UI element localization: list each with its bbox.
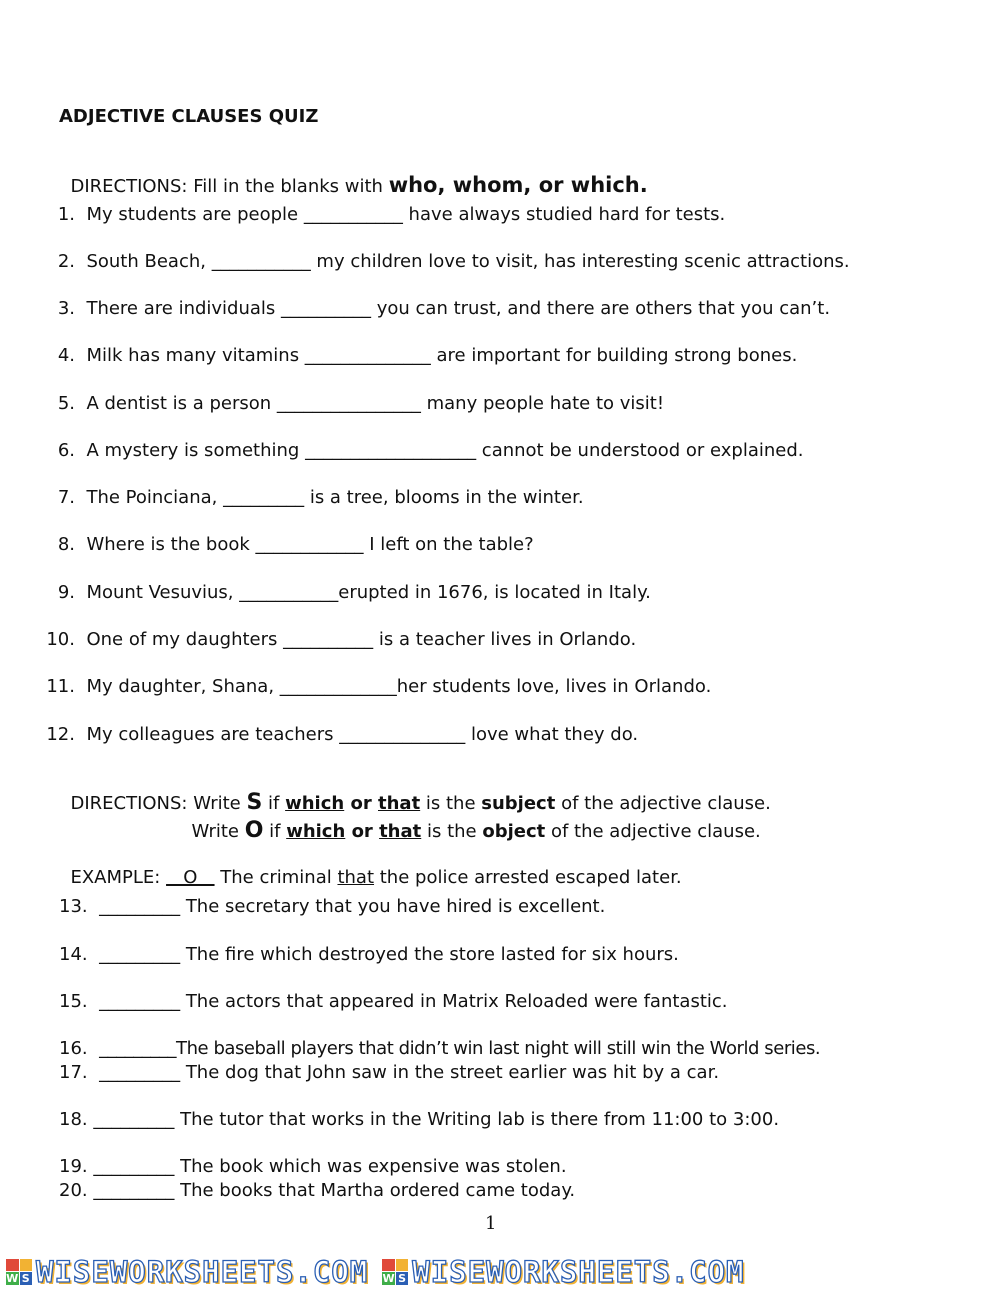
list-item (35, 678, 711, 696)
item-number: 18. (59, 1109, 88, 1130)
list-item (35, 253, 850, 271)
item-number: 16. (59, 1038, 88, 1059)
item-text: A mystery is something ___________________ cannot be understood or explained. (86, 440, 804, 461)
which-word: which (285, 793, 345, 814)
item-number: 15. (59, 991, 88, 1012)
page-number: 1 (485, 1213, 497, 1234)
example-label: EXAMPLE: (70, 867, 167, 888)
list-item (59, 1064, 719, 1082)
item-number: 19. (59, 1156, 88, 1177)
list-item (59, 1111, 779, 1129)
item-text: My daughter, Shana, _____________her students love, lives in Orlando. (86, 676, 712, 697)
item-text: Where is the book ____________ I left on the table? (86, 534, 534, 555)
list-item (35, 395, 664, 413)
list-item (35, 206, 725, 224)
item-number: 6. (57, 440, 75, 461)
item-number: 9. (57, 582, 75, 603)
logo (382, 1255, 744, 1289)
item-number: 5. (57, 393, 75, 414)
or-word: or (344, 793, 378, 814)
directions2-prefix: DIRECTIONS: Write (70, 793, 247, 814)
item-number: 3. (57, 298, 75, 319)
if-word: if (262, 793, 286, 814)
letter-s: S (246, 790, 263, 815)
is-the-word: is the (420, 793, 482, 814)
item-text: Milk has many vitamins ______________ are important for building strong bones. (86, 345, 798, 366)
item-text: There are individuals __________ you can trust, and there are others that you can’t. (86, 298, 831, 319)
list-item (35, 300, 830, 318)
item-number: 1. (57, 204, 75, 225)
list-item (59, 946, 679, 964)
is-the-word: is the (421, 821, 483, 842)
logo (6, 1255, 368, 1289)
item-text: _________ The tutor that works in the Writing lab is there from 11:00 to 3:00. (93, 1109, 780, 1130)
item-text: _________ The book which was expensive was stolen. (93, 1156, 567, 1177)
suffix-text: of the adjective clause. (555, 793, 771, 814)
item-text: _________ The actors that appeared in Matrix Reloaded were fantastic. (99, 991, 728, 1012)
item-number: 12. (46, 724, 75, 745)
item-number: 14. (59, 944, 88, 965)
item-text: The Poinciana, _________ is a tree, blooms in the winter. (86, 487, 584, 508)
object-word: object (482, 821, 546, 842)
item-number: 20. (59, 1180, 88, 1201)
item-number: 11. (46, 676, 75, 697)
letter-o: O (244, 818, 264, 843)
which-word: which (286, 821, 346, 842)
logo-text: WISEWORKSHEETS.COM (412, 1255, 745, 1289)
logo-text: WISEWORKSHEETS.COM (36, 1255, 369, 1289)
item-text: My students are people ___________ have always studied hard for tests. (86, 204, 726, 225)
item-number: 8. (57, 534, 75, 555)
example-after: the police arrested escaped later. (374, 867, 682, 888)
suffix-text: of the adjective clause. (545, 821, 761, 842)
list-item (35, 726, 638, 744)
example-line (59, 851, 682, 887)
example-underlined: that (337, 867, 375, 888)
subject-word: subject (481, 793, 556, 814)
item-number: 10. (46, 629, 75, 650)
or-word: or (345, 821, 380, 842)
if-word: if (263, 821, 287, 842)
list-item (59, 898, 605, 916)
example-answer: O (166, 867, 215, 888)
that-word: that (378, 793, 421, 814)
example-before: The criminal (214, 867, 338, 888)
item-text: _________The baseball players that didn’t win last night will still win the World series. (99, 1038, 821, 1059)
grid-logo-icon: W S (382, 1259, 408, 1285)
list-item (35, 442, 804, 460)
item-text: _________ The dog that John saw in the street earlier was hit by a car. (99, 1062, 720, 1083)
that-word: that (379, 821, 422, 842)
line2-prefix: Write (191, 821, 245, 842)
item-text: _________ The books that Martha ordered came today. (93, 1180, 576, 1201)
list-item (35, 584, 651, 602)
list-item (59, 1182, 575, 1200)
footer-watermark (0, 1253, 1000, 1291)
item-number: 4. (57, 345, 75, 366)
list-item (35, 536, 534, 554)
list-item (59, 1158, 567, 1176)
directions-object-line (180, 802, 761, 842)
item-text: Mount Vesuvius, ___________erupted in 1676, is located in Italy. (86, 582, 651, 603)
grid-logo-icon: W S (6, 1259, 32, 1285)
list-item (59, 1040, 820, 1058)
item-number: 2. (57, 251, 75, 272)
directions-emphasis: who, whom, or which. (388, 173, 648, 197)
item-text: My colleagues are teachers ______________ love what they do. (86, 724, 639, 745)
item-text: _________ The fire which destroyed the store lasted for six hours. (99, 944, 679, 965)
list-item (59, 993, 728, 1011)
list-item (35, 347, 797, 365)
item-number: 7. (57, 487, 75, 508)
item-text: A dentist is a person ________________ many people hate to visit! (86, 393, 665, 414)
list-item (35, 489, 584, 507)
page-title: ADJECTIVE CLAUSES QUIZ (59, 106, 319, 127)
item-number: 17. (59, 1062, 88, 1083)
list-item (35, 631, 636, 649)
item-text: _________ The secretary that you have hired is excellent. (99, 896, 606, 917)
item-text: South Beach, ___________ my children love to visit, has interesting scenic attractions. (86, 251, 850, 272)
directions-prefix: DIRECTIONS: Fill in the blanks with (70, 176, 389, 197)
item-text: One of my daughters __________ is a teacher lives in Orlando. (86, 629, 637, 650)
item-number: 13. (59, 896, 88, 917)
directions-fill-blanks (59, 157, 648, 196)
